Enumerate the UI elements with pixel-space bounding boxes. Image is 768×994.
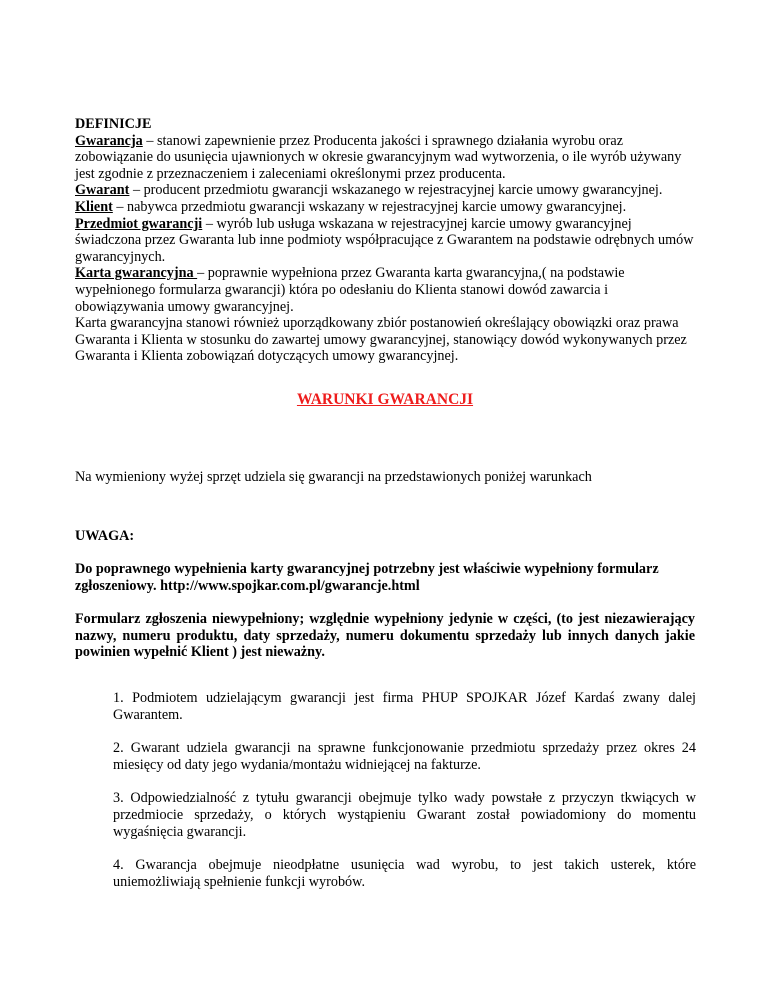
definition-text: – producent przedmiotu gwarancji wskazanego w rejestracyjnej karcie umowy gwarancyjnej. [129, 182, 663, 199]
definition-warranty-card [75, 265, 695, 315]
definition-term: Karta gwarancyjna [75, 265, 198, 282]
definition-guarantor [75, 182, 695, 199]
condition-item: 3. Odpowiedzialność z tytułu gwarancji obejmuje tylko wady powstałe z przyczyn tkwiących w przedmiocie sprzedaży, o których wystąpieniu Gwarant został powiadomiony do momentu wygaśnięcia gwarancji. [113, 790, 696, 840]
definition-client [75, 199, 695, 216]
conditions-heading-block [75, 392, 695, 432]
definition-text: – nabywca przedmiotu gwarancji wskazany w rejestracyjnej karcie umowy gwarancyjnej. [112, 198, 627, 215]
definition-term: Gwarancja [75, 132, 143, 149]
definitions-closing: Karta gwarancyjna stanowi również uporządkowany zbiór postanowień określający obowiązki oraz prawa Gwaranta i Klienta w stosunku do zawartej umowy gwarancyjnej, stanowiący dowód wykonywanych przez Gwaranta i Klienta zobowiązań dotyczących umowy gwarancyjnej. [75, 315, 687, 365]
conditions-list [113, 690, 696, 890]
definition-text: – poprawnie wypełniona przez Gwaranta karta gwarancyjna,( na podstawie wypełnionego formularza gwarancji) która po odesłaniu do Klienta stanowi dowód zawarcia i obowiązywania umowy gwarancyjnej. [75, 265, 625, 315]
conditions-heading: WARUNKI GWARANCJI [296, 390, 474, 408]
definition-text: – stanowi zapewnienie przez Producenta jakości i sprawnego działania wyrobu oraz zobowiązanie do usunięcia ujawnionych w okresie gwarancyjnym wad wytworzenia, o ile wyrób używany jest zgodnie z przeznaczeniem i zaleceniami określonymi przez producenta. [75, 132, 682, 182]
definitions-section [75, 116, 695, 365]
definition-term: Przedmiot gwarancji [75, 215, 203, 232]
definition-term: Gwarant [75, 182, 130, 199]
definition-subject [75, 216, 695, 266]
warning-note-form: Do poprawnego wypełnienia karty gwarancyjnej potrzebny jest właściwie wypełniony formularz zgłoszeniowy. http://www.spojkar.com.pl/gwarancje.html [75, 561, 659, 594]
document-page [75, 116, 695, 907]
definition-text: – wyrób lub usługa wskazana w rejestracyjnej karcie umowy gwarancyjnej świadczona przez Gwaranta lub inne podmioty współpracujące z Gwarantem na podstawie odrębnych umów gwarancyjnych. [75, 215, 694, 265]
warning-note-invalid: Formularz zgłoszenia niewypełniony; względnie wypełniony jedynie w części, (to jest niezawierający nazwy, numeru produktu, daty sprzedaży, numeru dokumentu sprzedaży lub innych danych jakie powinien wypełnić Klient ) jest nieważny. [75, 611, 695, 661]
condition-item: 4. Gwarancja obejmuje nieodpłatne usunięcia wad wyrobu, to jest takich usterek, które uniemożliwiają spełnienie funkcji wyrobów. [113, 857, 696, 890]
intro-paragraph: Na wymieniony wyżej sprzęt udziela się gwarancji na przedstawionych poniżej warunkach [75, 468, 592, 485]
definition-warranty [75, 133, 695, 183]
condition-item: 1. Podmiotem udzielającym gwarancji jest firma PHUP SPOJKAR Józef Kardaś zwany dalej Gwarantem. [113, 690, 696, 723]
warning-title: UWAGA: [75, 527, 135, 544]
definitions-title: DEFINICJE [75, 116, 152, 132]
condition-item: 2. Gwarant udziela gwarancji na sprawne funkcjonowanie przedmiotu sprzedaży przez okres 24 miesięcy od daty jego wydania/montażu widniejącej na fakturze. [113, 740, 696, 773]
definition-term: Klient [75, 198, 113, 215]
